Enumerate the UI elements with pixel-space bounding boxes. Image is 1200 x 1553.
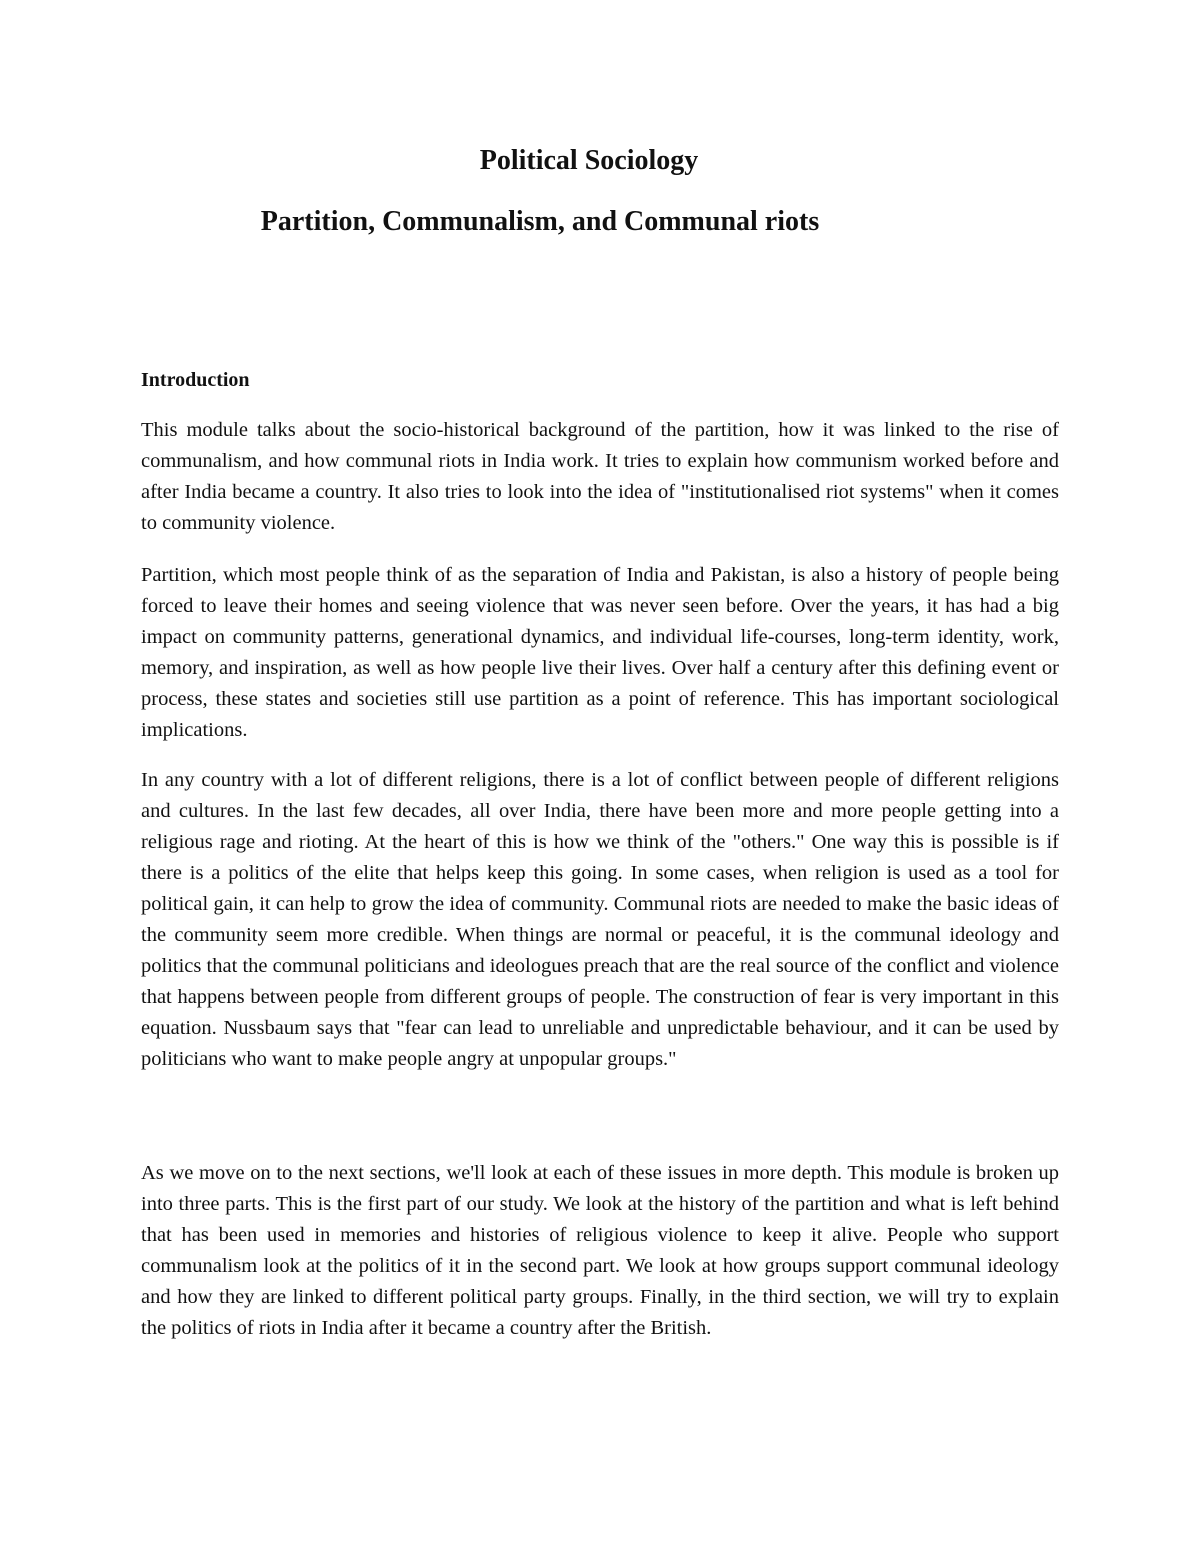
document-title: Political Sociology <box>479 145 699 176</box>
paragraph: This module talks about the socio-historical background of the partition, how it was linked to the rise of communalism, and how communal riots in India work. It tries to explain how communism worked before and after India became a country. It also tries to look into the idea of "institutionalised riot systems" when it comes to community violence. <box>141 419 1059 534</box>
paragraph: As we move on to the next sections, we'll look at each of these issues in more depth. This module is broken up into three parts. This is the first part of our study. We look at the history of the partition and what is left behind that has been used in memories and histories of religious violence to keep it alive. People who support communalism look at the politics of it in the second part. We look at how groups support communal ideology and how they are linked to different political party groups. Finally, in the third section, we will try to explain the politics of riots in India after it became a country after the British. <box>141 1162 1059 1339</box>
document-subtitle: Partition, Communalism, and Communal riots <box>260 206 820 237</box>
paragraph: Partition, which most people think of as the separation of India and Pakistan, is also a history of people being forced to leave their homes and seeing violence that was never seen before. Over the years, it has had a big impact on community patterns, generational dynamics, and individual life-courses, long-term identity, work, memory, and inspiration, as well as how people live their lives. Over half a century after this defining event or process, these states and societies still use partition as a point of reference. This has important sociological implications. <box>141 564 1059 741</box>
section-heading: Introduction <box>141 369 250 391</box>
paragraph: In any country with a lot of different religions, there is a lot of conflict between people of different religions and cultures. In the last few decades, all over India, there have been more and more people getting into a religious rage and rioting. At the heart of this is how we think of the "others." One way this is possible is if there is a politics of the elite that helps keep this going. In some cases, when religion is used as a tool for political gain, it can help to grow the idea of community. Communal riots are needed to make the basic ideas of the community seem more credible. When things are normal or peaceful, it is the communal ideology and politics that the communal politicians and ideologues preach that are the real source of the conflict and violence that happens between people from different groups of people. The construction of fear is very important in this equation. Nussbaum says that "fear can lead to unreliable and unpredictable behaviour, and it can be used by politicians who want to make people angry at unpopular groups." <box>141 769 1059 1070</box>
